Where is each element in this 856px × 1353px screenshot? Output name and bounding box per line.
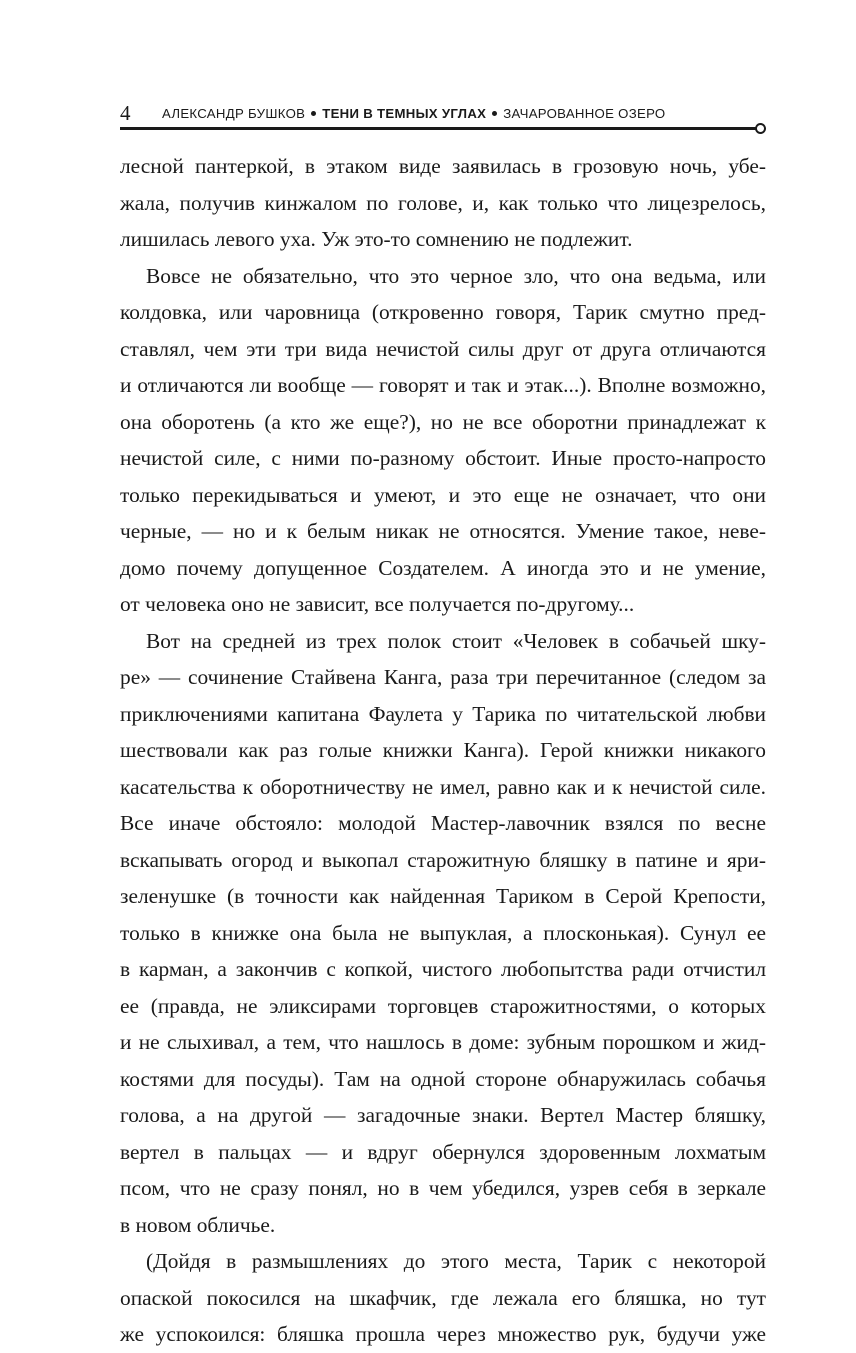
text-line: жала, получив кинжалом по голове, и, как только что лицезрелось, xyxy=(120,190,766,215)
text-line: приключениями капитана Фаулета у Тарика по читательской любви xyxy=(120,701,766,726)
text-line: домо почему допущенное Создателем. А иногда это и не умение, xyxy=(120,555,766,580)
separator-dot-icon xyxy=(311,111,316,116)
text-line: ре» — сочинение Стайвена Канга, раза три перечитанное (следом за xyxy=(120,665,766,689)
text-line: лишилась левого уха. Уж это-то сомнению не подлежит. xyxy=(120,227,633,251)
page-number: 4 xyxy=(120,101,131,125)
text-line: Вовсе не обязательно, что это черное зло, что она ведьма, или xyxy=(146,263,766,288)
text-line: черные, — но и к белым никак не относятся. Умение такое, неве- xyxy=(120,519,766,543)
text-line: в карман, а закончив с копкой, чистого любопытства ради отчистил xyxy=(120,957,766,981)
text-line: Вот на средней из трех полок стоит «Человек в собачьей шку- xyxy=(146,628,766,653)
text-line: костями для посуды). Там на одной стороне обнаружилась собачья xyxy=(120,1066,766,1091)
text-line: Все иначе обстояло: молодой Мастер-лавочник взялся по весне xyxy=(120,811,766,835)
text-line: и не слыхивал, а тем, что нашлось в доме: зубным порошком и жид- xyxy=(120,1030,766,1054)
text-line: нечистой силе, с ними по-разному обстоит. Иные просто-напросто xyxy=(120,446,766,470)
text-line: голова, а на другой — загадочные знаки. Вертел Мастер бляшку, xyxy=(120,1103,766,1127)
text-line: псом, что не сразу понял, но в чем убедился, узрев себя в зеркале xyxy=(120,1176,766,1200)
text-line: зеленушке (в точности как найденная Тариком в Серой Крепости, xyxy=(120,884,766,908)
header-rule-end-circle-icon xyxy=(755,123,766,134)
text-line: опаской покосился на шкафчик, где лежала его бляшка, но тут xyxy=(120,1285,766,1310)
text-line: ее (правда, не эликсирами торговцев старожитностями, о которых xyxy=(120,993,766,1018)
text-line: вертел в пальцах — и вдруг обернулся здоровенным лохматым xyxy=(120,1139,766,1164)
text-line: в новом обличье. xyxy=(120,1212,276,1237)
body-text xyxy=(120,148,766,1346)
book-title: ТЕНИ В ТЕМНЫХ УГЛАХ xyxy=(322,106,487,121)
text-line: только перекидываться и умеют, и это еще не означает, что они xyxy=(120,482,766,507)
text-line: вскапывать огород и выкопал старожитную бляшку в патине и яри- xyxy=(120,847,766,872)
running-head-text xyxy=(162,106,665,122)
text-line: шествовали как раз голые книжки Канга). Герой книжки никакого xyxy=(120,738,766,762)
text-line: (Дойдя в размышлениях до этого места, Тарик с некоторой xyxy=(146,1249,766,1273)
text-line: и отличаются ли вообще — говорят и так и этак...). Вполне возможно, xyxy=(120,373,766,397)
author-name: АЛЕКСАНДР БУШКОВ xyxy=(162,106,306,121)
text-line: касательства к оборотничеству не имел, равно как и к нечистой силе. xyxy=(120,774,766,799)
text-line: же успокоился: бляшка прошла через множество рук, будучи уже xyxy=(120,1322,766,1346)
text-line: она оборотень (а кто же еще?), но не все оборотни принадлежат к xyxy=(120,409,766,434)
header-rule xyxy=(120,127,757,130)
separator-dot-icon xyxy=(492,111,497,116)
running-head xyxy=(120,102,766,124)
text-line: только в книжке она была не выпуклая, а плосконькая). Сунул ее xyxy=(120,920,766,945)
text-line: колдовка, или чаровница (откровенно говоря, Тарик смутно пред- xyxy=(120,300,766,324)
text-line: лесной пантеркой, в этаком виде заявилась в грозовую ночь, убе- xyxy=(120,154,766,178)
text-line: ставлял, чем эти три вида нечистой силы друг от друга отличаются xyxy=(120,336,766,361)
part-title: ЗАЧАРОВАННОЕ ОЗЕРО xyxy=(503,106,666,121)
text-line: от человека оно не зависит, все получается по-другому... xyxy=(120,592,635,616)
